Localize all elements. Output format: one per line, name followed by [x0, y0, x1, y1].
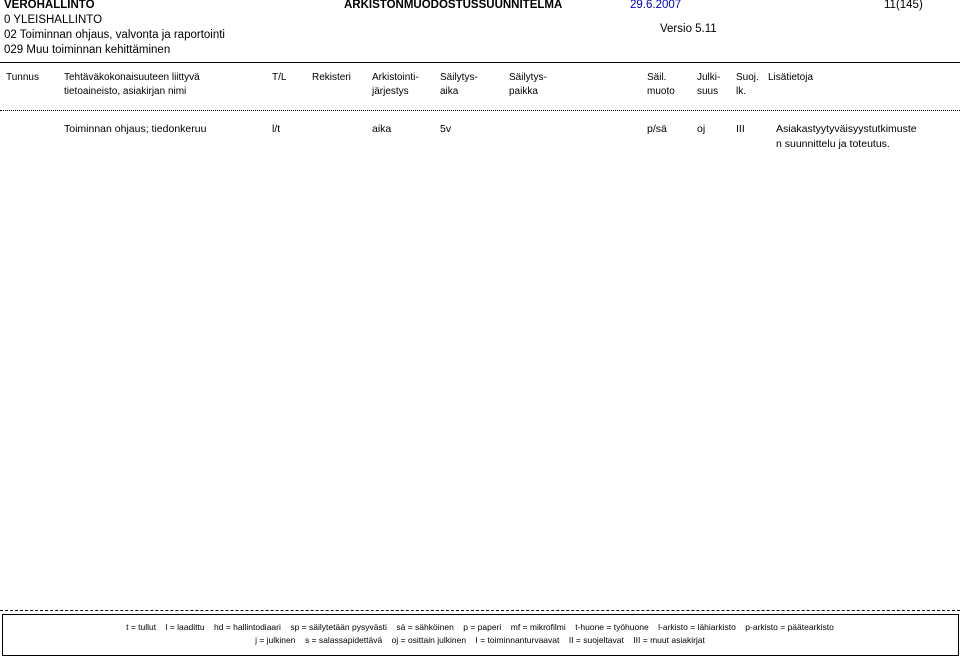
col-tl: T/L [272, 72, 287, 83]
col-sailytyspaikka-line1: Säilytys- [509, 72, 547, 83]
legend-line-1: t = tullut l = laadittu hd = hallintodiaari sp = säilytetään pysyvästi sä = sähköinen p = paperi mf = mikrofilmi t-huone = työhuone l-arkisto = lähiarkisto p-arkisto = päätearkisto [126, 622, 834, 632]
legend-line-2: j = julkinen s = salassapidettävä oj = osittain julkinen I = toiminnanturvaavat II = suojeltavat III = muut asiakirjat [255, 635, 705, 645]
section-detail: 029 Muu toiminnan kehittäminen [4, 44, 171, 56]
col-arkistointi-line1: Arkistointi- [372, 72, 419, 83]
col-arkistointi-line2: järjestys [372, 86, 409, 97]
section-sub: 02 Toiminnan ohjaus, valvonta ja raportointi [4, 29, 225, 41]
cell-sailytysaika: 5v [440, 123, 452, 135]
table-bottom-border [0, 610, 960, 611]
cell-arkistointi: aika [372, 123, 392, 135]
section-main: 0 YLEISHALLINTO [4, 14, 103, 26]
cell-lisatietoja-line2: n suunnittelu ja toteutus. [776, 138, 890, 150]
col-sailytysaika-line2: aika [440, 86, 459, 97]
col-sailytysaika-line1: Säilytys- [440, 72, 478, 83]
col-suoj-line2: lk. [736, 86, 746, 97]
table-top-border [0, 62, 960, 63]
col-tehtava-line2: tietoaineisto, asiakirjan nimi [64, 86, 187, 97]
col-tunnus: Tunnus [6, 72, 39, 83]
document-date: 29.6.2007 [630, 0, 682, 11]
col-sailytyspaikka-line2: paikka [509, 86, 538, 97]
cell-sailmuoto: p/sä [647, 123, 667, 135]
col-julkisuus-line2: suus [697, 86, 719, 97]
document-title: ARKISTONMUODOSTUSSUUNNITELMA [344, 0, 563, 11]
cell-suoj: III [736, 123, 745, 135]
cell-nimi: Toiminnan ohjaus; tiedonkeruu [64, 123, 207, 135]
cell-tl: l/t [272, 123, 281, 135]
col-lisatietoja: Lisätietoja [768, 72, 814, 83]
page-number: 11(145) [884, 0, 923, 11]
col-sailmuoto-line1: Säil. [647, 72, 667, 83]
cell-lisatietoja-line1: Asiakastyytyväisyystutkimuste [776, 123, 917, 135]
organization-name: VEROHALLINTO [4, 0, 95, 11]
version-label: Versio 5.11 [660, 23, 717, 35]
col-suoj-line1: Suoj. [736, 72, 759, 83]
col-sailmuoto-line2: muoto [647, 86, 675, 97]
col-julkisuus-line1: Julki- [697, 72, 721, 83]
cell-julkisuus: oj [697, 123, 706, 135]
col-rekisteri: Rekisteri [312, 72, 351, 83]
header-separator [0, 110, 960, 111]
col-tehtava-line1: Tehtäväkokonaisuuteen liittyvä [64, 72, 200, 83]
